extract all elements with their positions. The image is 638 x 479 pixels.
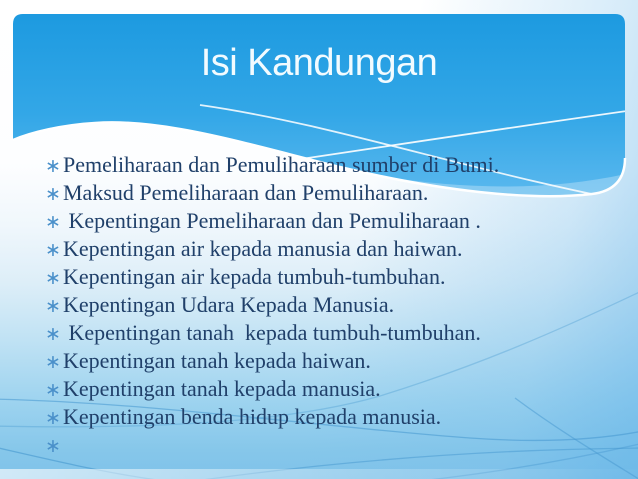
list-item-text: Kepentingan Udara Kepada Manusia. bbox=[63, 292, 395, 317]
list-item-text: Kepentingan benda hidup kepada manusia. bbox=[63, 404, 442, 429]
list-item bbox=[45, 235, 605, 263]
list-item-text: Pemeliharaan dan Pemuliharaan sumber di Bumi. bbox=[63, 152, 500, 177]
asterisk-bullet-icon: ∗ bbox=[45, 212, 61, 233]
list-item-text: Kepentingan tanah kepada haiwan. bbox=[63, 348, 371, 373]
slide-title: Isi Kandungan bbox=[200, 42, 438, 84]
asterisk-bullet-icon: ∗ bbox=[45, 156, 61, 177]
list-item-text: Kepentingan Pemeliharaan dan Pemuliharaan . bbox=[63, 208, 481, 233]
asterisk-bullet-icon: ∗ bbox=[45, 240, 61, 261]
bullet-list bbox=[45, 151, 605, 459]
asterisk-bullet-icon: ∗ bbox=[45, 324, 61, 345]
list-item bbox=[45, 319, 605, 347]
list-item bbox=[45, 403, 605, 431]
list-item bbox=[45, 375, 605, 403]
asterisk-bullet-icon: ∗ bbox=[45, 268, 61, 289]
list-item bbox=[45, 431, 605, 459]
asterisk-bullet-icon: ∗ bbox=[45, 296, 61, 317]
list-item bbox=[45, 179, 605, 207]
asterisk-bullet-icon: ∗ bbox=[45, 184, 61, 205]
list-item-text: Kepentingan tanah kepada tumbuh-tumbuhan. bbox=[63, 320, 481, 345]
list-item bbox=[45, 207, 605, 235]
list-item bbox=[45, 291, 605, 319]
asterisk-bullet-icon: ∗ bbox=[45, 352, 61, 373]
asterisk-bullet-icon: ∗ bbox=[45, 380, 61, 401]
list-item-text: Kepentingan tanah kepada manusia. bbox=[63, 376, 381, 401]
bottom-light-band bbox=[0, 469, 638, 479]
list-item-text: Kepentingan air kepada manusia dan haiwan. bbox=[63, 236, 463, 261]
list-item bbox=[45, 151, 605, 179]
list-item-text: Maksud Pemeliharaan dan Pemuliharaan. bbox=[63, 180, 429, 205]
list-item bbox=[45, 263, 605, 291]
asterisk-bullet-icon: ∗ bbox=[45, 436, 61, 457]
asterisk-bullet-icon: ∗ bbox=[45, 408, 61, 429]
list-item-text: Kepentingan air kepada tumbuh-tumbuhan. bbox=[63, 264, 446, 289]
list-item bbox=[45, 347, 605, 375]
